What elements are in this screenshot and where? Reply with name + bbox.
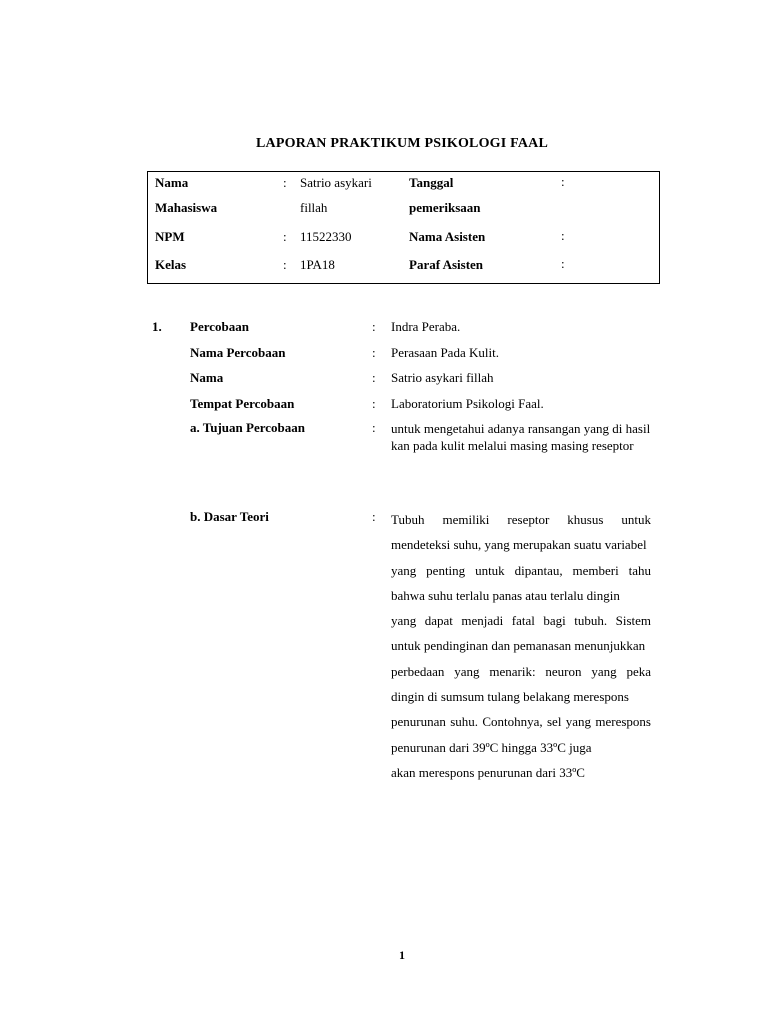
theory-paragraph: akan merespons penurunan dari 33ºC	[391, 764, 585, 780]
asisten-label: Nama Asisten	[409, 229, 486, 244]
theory-paragraph: penurunan suhu. Contohnya, sel yang merespons penurunan dari 39ºC hingga 33ºC juga	[391, 714, 651, 755]
tujuan-value: untuk mengetahui adanya ransangan yang di hasil kan pada kulit melalui masing masing reseptor	[391, 421, 651, 453]
identity-box	[147, 171, 660, 284]
nama-label: Nama	[190, 370, 224, 385]
nama-label-1: Nama	[155, 175, 189, 190]
nama-value: Satrio asykari fillah	[391, 370, 494, 385]
tempat-value: Laboratorium Psikologi Faal.	[391, 396, 544, 411]
paraf-colon: :	[561, 256, 565, 271]
dasar-teori-colon: :	[372, 509, 376, 524]
nama-label-2: Mahasiswa	[155, 200, 218, 215]
paraf-label: Paraf Asisten	[409, 257, 484, 272]
kelas-label: Kelas	[155, 257, 187, 272]
nama-value-2: fillah	[300, 200, 328, 215]
npm-colon: :	[283, 229, 287, 244]
nama-percobaan-colon: :	[372, 345, 376, 360]
section-number: 1.	[152, 319, 162, 334]
tanggal-label-1: Tanggal	[409, 175, 454, 190]
nama-percobaan-value: Perasaan Pada Kulit.	[391, 345, 499, 360]
asisten-colon: :	[561, 228, 565, 243]
percobaan-value: Indra Peraba.	[391, 319, 461, 334]
npm-value: 11522330	[300, 229, 352, 244]
theory-paragraph: perbedaan yang menarik: neuron yang peka dingin di sumsum tulang belakang merespons	[391, 663, 651, 705]
nama-colon: :	[283, 175, 287, 190]
theory-paragraph: yang dapat menjadi fatal bagi tubuh. Sistem untuk pendinginan dan pemanasan menunjukkan	[391, 613, 651, 654]
tanggal-label-2: pemeriksaan	[409, 200, 481, 215]
tanggal-colon: :	[561, 174, 565, 189]
tempat-colon: :	[372, 396, 376, 411]
page-number: 1	[399, 948, 405, 962]
theory-paragraph: Tubuh memiliki reseptor khusus untuk mendeteksi suhu, yang merupakan suatu variabel	[391, 512, 651, 553]
kelas-colon: :	[283, 257, 287, 272]
dasar-teori-text	[391, 507, 651, 785]
percobaan-label: Percobaan	[190, 319, 249, 334]
npm-label: NPM	[155, 229, 185, 244]
dasar-teori-label: b. Dasar Teori	[190, 509, 269, 524]
nama-value-1: Satrio asykari	[300, 175, 372, 190]
theory-paragraph: yang penting untuk dipantau, memberi tahu bahwa suhu terlalu panas atau terlalu dingin	[391, 562, 651, 603]
nama-colon: :	[372, 370, 376, 385]
kelas-value: 1PA18	[300, 257, 335, 272]
percobaan-colon: :	[372, 319, 376, 334]
document-title: LAPORAN PRAKTIKUM PSIKOLOGI FAAL	[256, 136, 548, 151]
tujuan-colon: :	[372, 420, 376, 435]
tujuan-label: a. Tujuan Percobaan	[190, 420, 305, 435]
nama-percobaan-label: Nama Percobaan	[190, 345, 286, 360]
tempat-label: Tempat Percobaan	[190, 396, 295, 411]
